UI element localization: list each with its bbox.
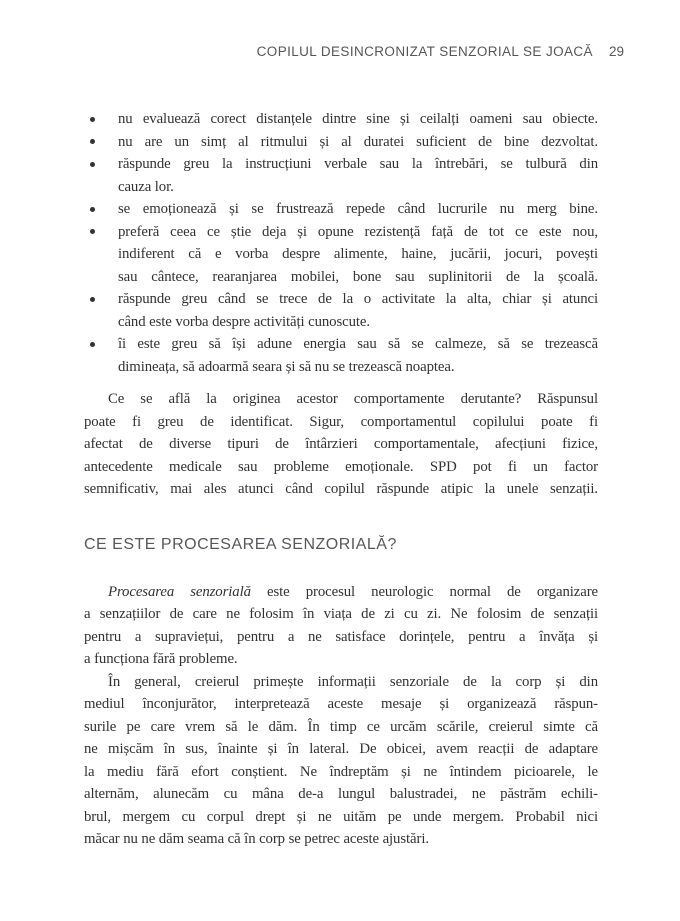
list-item-line: preferă ceea ce știe deja și opune rezistență față de tot ce este nou, <box>118 223 598 240</box>
bullet-icon <box>90 162 95 167</box>
paragraph-line: a senzațiilor de care ne folosim în viața de zi cu zi. Ne folosim de senzații <box>84 606 598 622</box>
paragraph-processing <box>84 581 598 671</box>
list-item-line: răspunde greu la instrucțiuni verbale sau la întrebări, se tulbură din <box>118 156 598 172</box>
paragraph-line: semnificativ, mai ales atunci când copilul răspunde atipic la unele senzații. <box>84 481 598 497</box>
bullet-icon <box>90 139 95 144</box>
list-item <box>84 153 598 198</box>
paragraph-line: măcar nu ne dăm seama că în corp se petrec aceste ajustări. <box>84 831 429 847</box>
paragraph-line: ne mișcăm în sus, înainte și în lateral. De obicei, avem reacții de adaptare <box>84 741 598 757</box>
list-item-line: indiferent că e vorba despre alimente, haine, jucării, jocuri, povești <box>118 246 598 262</box>
paragraph-line: surile pe care vrem să le dăm. În timp ce urcăm scările, creierul simte că <box>84 718 598 735</box>
list-item <box>84 333 598 378</box>
paragraph-line: la mediu fără efort conștient. Ne îndreptăm și ne întindem picioarele, le <box>84 763 598 780</box>
paragraph-line: alternăm, alunecăm cu mâna de-a lungul balustradei, ne păstrăm echili- <box>84 786 598 802</box>
list-item-line: cauza lor. <box>118 178 174 195</box>
symptoms-list <box>84 108 598 378</box>
paragraph-line: brul, mergem cu corpul drept și ne uităm pe unde mergem. Probabil nici <box>84 808 598 825</box>
bullet-icon <box>90 297 95 302</box>
list-item <box>84 221 598 289</box>
paragraph-line: a funcționa fără probleme. <box>84 651 238 667</box>
bullet-icon <box>90 207 95 212</box>
lead-rest: este procesul neurologic normal de organizare <box>267 583 598 600</box>
list-item-line: răspunde greu când se trece de la o activitate la alta, chiar și atunci <box>118 291 598 307</box>
text-column <box>84 0 598 851</box>
bullet-icon <box>90 342 95 347</box>
bullet-icon <box>90 229 95 234</box>
paragraph-line: antecedente medicale sau probleme emoționale. SPD pot fi un factor <box>84 458 598 475</box>
list-item <box>84 198 598 221</box>
paragraph-line: mediul înconjurător, interpretează aceste mesaje și organizează răspun- <box>84 696 598 712</box>
list-item-line: când este vorba despre activități cunoscute. <box>118 313 370 330</box>
list-item-line: nu evaluează corect distanțele dintre sine și ceilalți oameni sau obiecte. <box>118 111 598 127</box>
paragraph-origin <box>84 388 598 501</box>
running-title: COPILUL DESINCRONIZAT SENZORIAL SE JOACĂ <box>256 44 593 59</box>
list-item <box>84 108 598 131</box>
paragraph-general <box>84 671 598 851</box>
list-item-line: se emoționează și se frustrează repede când lucrurile nu merg bine. <box>118 201 598 217</box>
list-item <box>84 131 598 154</box>
section-heading: CE ESTE PROCESAREA SENZORIALĂ? <box>84 535 397 553</box>
paragraph-line: Ce se află la originea acestor comportamente derutante? Răspunsul <box>108 391 598 407</box>
page-number: 29 <box>608 44 624 59</box>
list-item-line: nu are un simț al ritmului și al duratei suficient de bine dezvoltat. <box>118 133 598 150</box>
list-item-line: îi este greu să își adune energia sau să se calmeze, să se trezească <box>118 336 598 352</box>
list-item <box>84 288 598 333</box>
paragraph-line: afectat de diverse tipuri de întârzieri comportamentale, afecțiuni fizice, <box>84 436 598 452</box>
paragraph-line: poate fi greu de identificat. Sigur, comportamentul copilului poate fi <box>84 413 598 430</box>
list-item-line: sau cântece, rearanjarea mobilei, bone sau suplinitorii de la școală. <box>118 268 598 285</box>
paragraph-line: pentru a supraviețui, pentru a ne satisface dorințele, pentru a învăța și <box>84 628 598 645</box>
italic-lead: Procesarea senzorială <box>108 583 251 600</box>
paragraph-line: În general, creierul primește informații senzoriale de la corp și din <box>108 673 598 690</box>
list-item-line: dimineața, să adoarmă seara și să nu se trezească noaptea. <box>118 358 455 375</box>
paragraph-line <box>84 581 598 604</box>
bullet-icon <box>90 117 95 122</box>
